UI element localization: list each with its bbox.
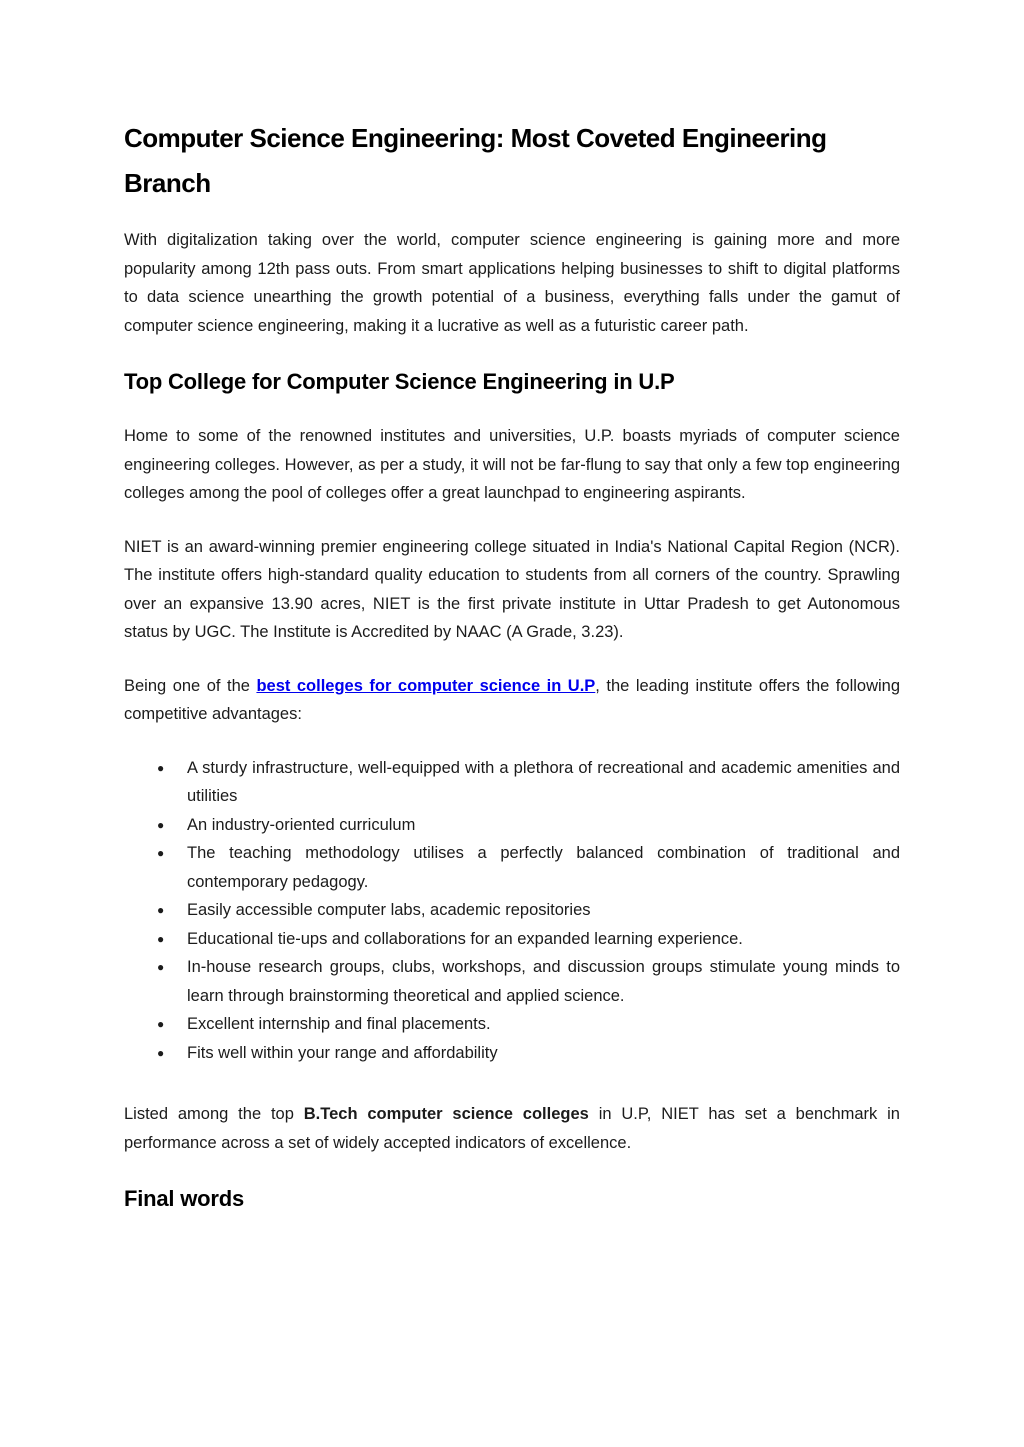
list-item: [124, 896, 900, 925]
paragraph-listed-among: [124, 1100, 900, 1157]
best-colleges-link[interactable]: best colleges for computer science in U.P: [256, 676, 596, 695]
bullet-icon: ●: [157, 1017, 165, 1031]
paragraph-listed-suffix: in U.P, NIET has set a benchmark in performance across a set of widely accepted indicators of excellence.: [124, 1105, 900, 1152]
bullet-icon: ●: [157, 1045, 165, 1060]
list-item: [124, 754, 900, 811]
list-item: [124, 839, 900, 896]
list-item: [124, 925, 900, 954]
bullet-icon: ●: [157, 903, 165, 917]
bullet-icon: ●: [157, 931, 165, 946]
paragraph-listed-prefix: Listed among the top: [124, 1105, 304, 1123]
bullet-icon: ●: [157, 817, 165, 832]
list-item: [124, 1010, 900, 1039]
list-item-text: A sturdy infrastructure, well-equipped with a plethora of recreational and academic amenities and utilities: [187, 758, 900, 805]
advantages-list: [124, 754, 900, 1068]
list-item-text: Educational tie-ups and collaborations for an expanded learning experience.: [187, 929, 743, 948]
list-item-text: The teaching methodology utilises a perfectly balanced combination of traditional and contemporary pedagogy.: [187, 844, 900, 891]
bullet-icon: ●: [157, 846, 165, 860]
paragraph-being-suffix: , the leading institute offers the following competitive advantages:: [124, 676, 901, 723]
list-item: [124, 811, 900, 840]
list-item: [124, 953, 900, 1010]
paragraph-being-prefix: Being one of the: [124, 676, 257, 695]
section-heading-top-college: Top College for Computer Science Engineering in U.P: [124, 369, 675, 394]
paragraph-home-renowned: Home to some of the renowned institutes and universities, U.P. boasts myriads of computer science engineering colleges. However, as per a study, it will not be far-flung to say that only a few top engineering colleges among the pool of colleges offer a great launchpad to engineering aspirants.: [124, 427, 900, 502]
paragraph-intro: With digitalization taking over the world, computer science engineering is gaining more and more popularity among 12th pass outs. From smart applications helping businesses to shift to digital platforms to data science unearthing the growth potential of a business, everything falls under the gamut of computer science engineering, making it a lucrative as well as a futuristic career path.: [124, 231, 900, 335]
list-item-text: Fits well within your range and affordability: [187, 1043, 498, 1062]
document-title: Computer Science Engineering: Most Coveted Engineering Branch: [124, 123, 827, 198]
list-item-text: Easily accessible computer labs, academic repositories: [187, 901, 591, 919]
list-item-text: In-house research groups, clubs, workshops, and discussion groups stimulate young minds to learn through brainstorming theoretical and applied science.: [187, 958, 900, 1005]
btech-colleges-bold-text: B.Tech computer science colleges: [303, 1105, 589, 1123]
bullet-icon: ●: [157, 760, 165, 775]
list-item-text: An industry-oriented curriculum: [187, 815, 416, 834]
list-item: [124, 1039, 900, 1068]
paragraph-niet: NIET is an award-winning premier engineering college situated in India's National Capital Region (NCR). The institute offers high-standard quality education to students from all corners of the country. Sprawling over an expansive 13.90 acres, NIET is the first private institute in Uttar Pradesh to get Autonomous status by UGC. The Institute is Accredited by NAAC (A Grade, 3.23).: [124, 537, 900, 641]
list-item-text: Excellent internship and final placements.: [187, 1015, 491, 1033]
section-heading-final-words: Final words: [124, 1186, 245, 1211]
paragraph-being-one: [124, 672, 900, 729]
bullet-icon: ●: [157, 960, 165, 974]
